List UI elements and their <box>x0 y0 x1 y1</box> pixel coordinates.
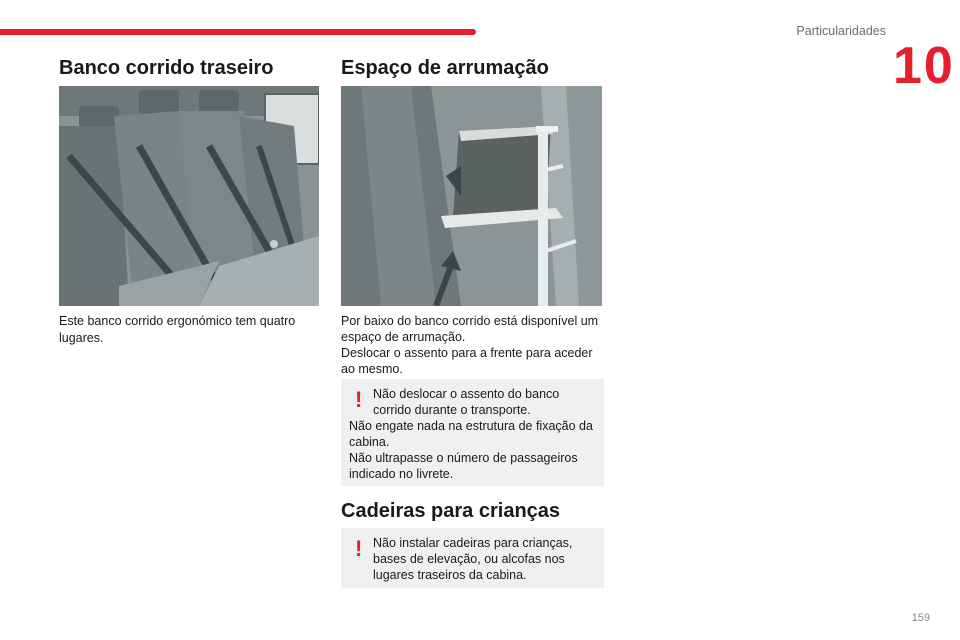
chapter-number: 10 <box>893 37 955 95</box>
section-header: Particularidades <box>796 24 886 38</box>
storage-paragraph-line: Por baixo do banco corrido está disponível um espaço de arrumação. <box>341 314 599 344</box>
warning-exclamation-icon: ! <box>355 387 363 412</box>
rear-bench-description: Este banco corrido ergonómico tem quatro lugares. <box>59 314 296 345</box>
rear-bench-title: Banco corrido traseiro <box>59 57 274 79</box>
warning-exclamation-icon: ! <box>355 536 363 561</box>
warning-box-bench-transport <box>341 379 604 486</box>
warning-text: Não instalar cadeiras para crianças, bases de elevação, ou alcofas nos lugares traseiros da cabina. <box>373 536 573 582</box>
rear-bench-seat-illustration <box>59 86 319 306</box>
warning-text: Não deslocar o assento do banco corrido durante o transporte. <box>373 387 560 417</box>
child-seats-title: Cadeiras para crianças <box>341 500 561 522</box>
storage-space-description <box>341 313 606 377</box>
storage-space-title: Espaço de arrumação <box>341 57 549 79</box>
page-number: 159 <box>911 612 930 624</box>
chapter-accent-bar <box>0 29 470 35</box>
storage-paragraph-line: Deslocar o assento para a frente para aceder ao mesmo. <box>341 346 593 376</box>
warning-box-child-seats <box>341 528 604 588</box>
storage-space-illustration <box>341 86 602 306</box>
warning-text: Não engate nada na estrutura de fixação da cabina. <box>349 419 593 449</box>
warning-text: Não ultrapasse o número de passageiros indicado no livrete. <box>349 451 578 481</box>
